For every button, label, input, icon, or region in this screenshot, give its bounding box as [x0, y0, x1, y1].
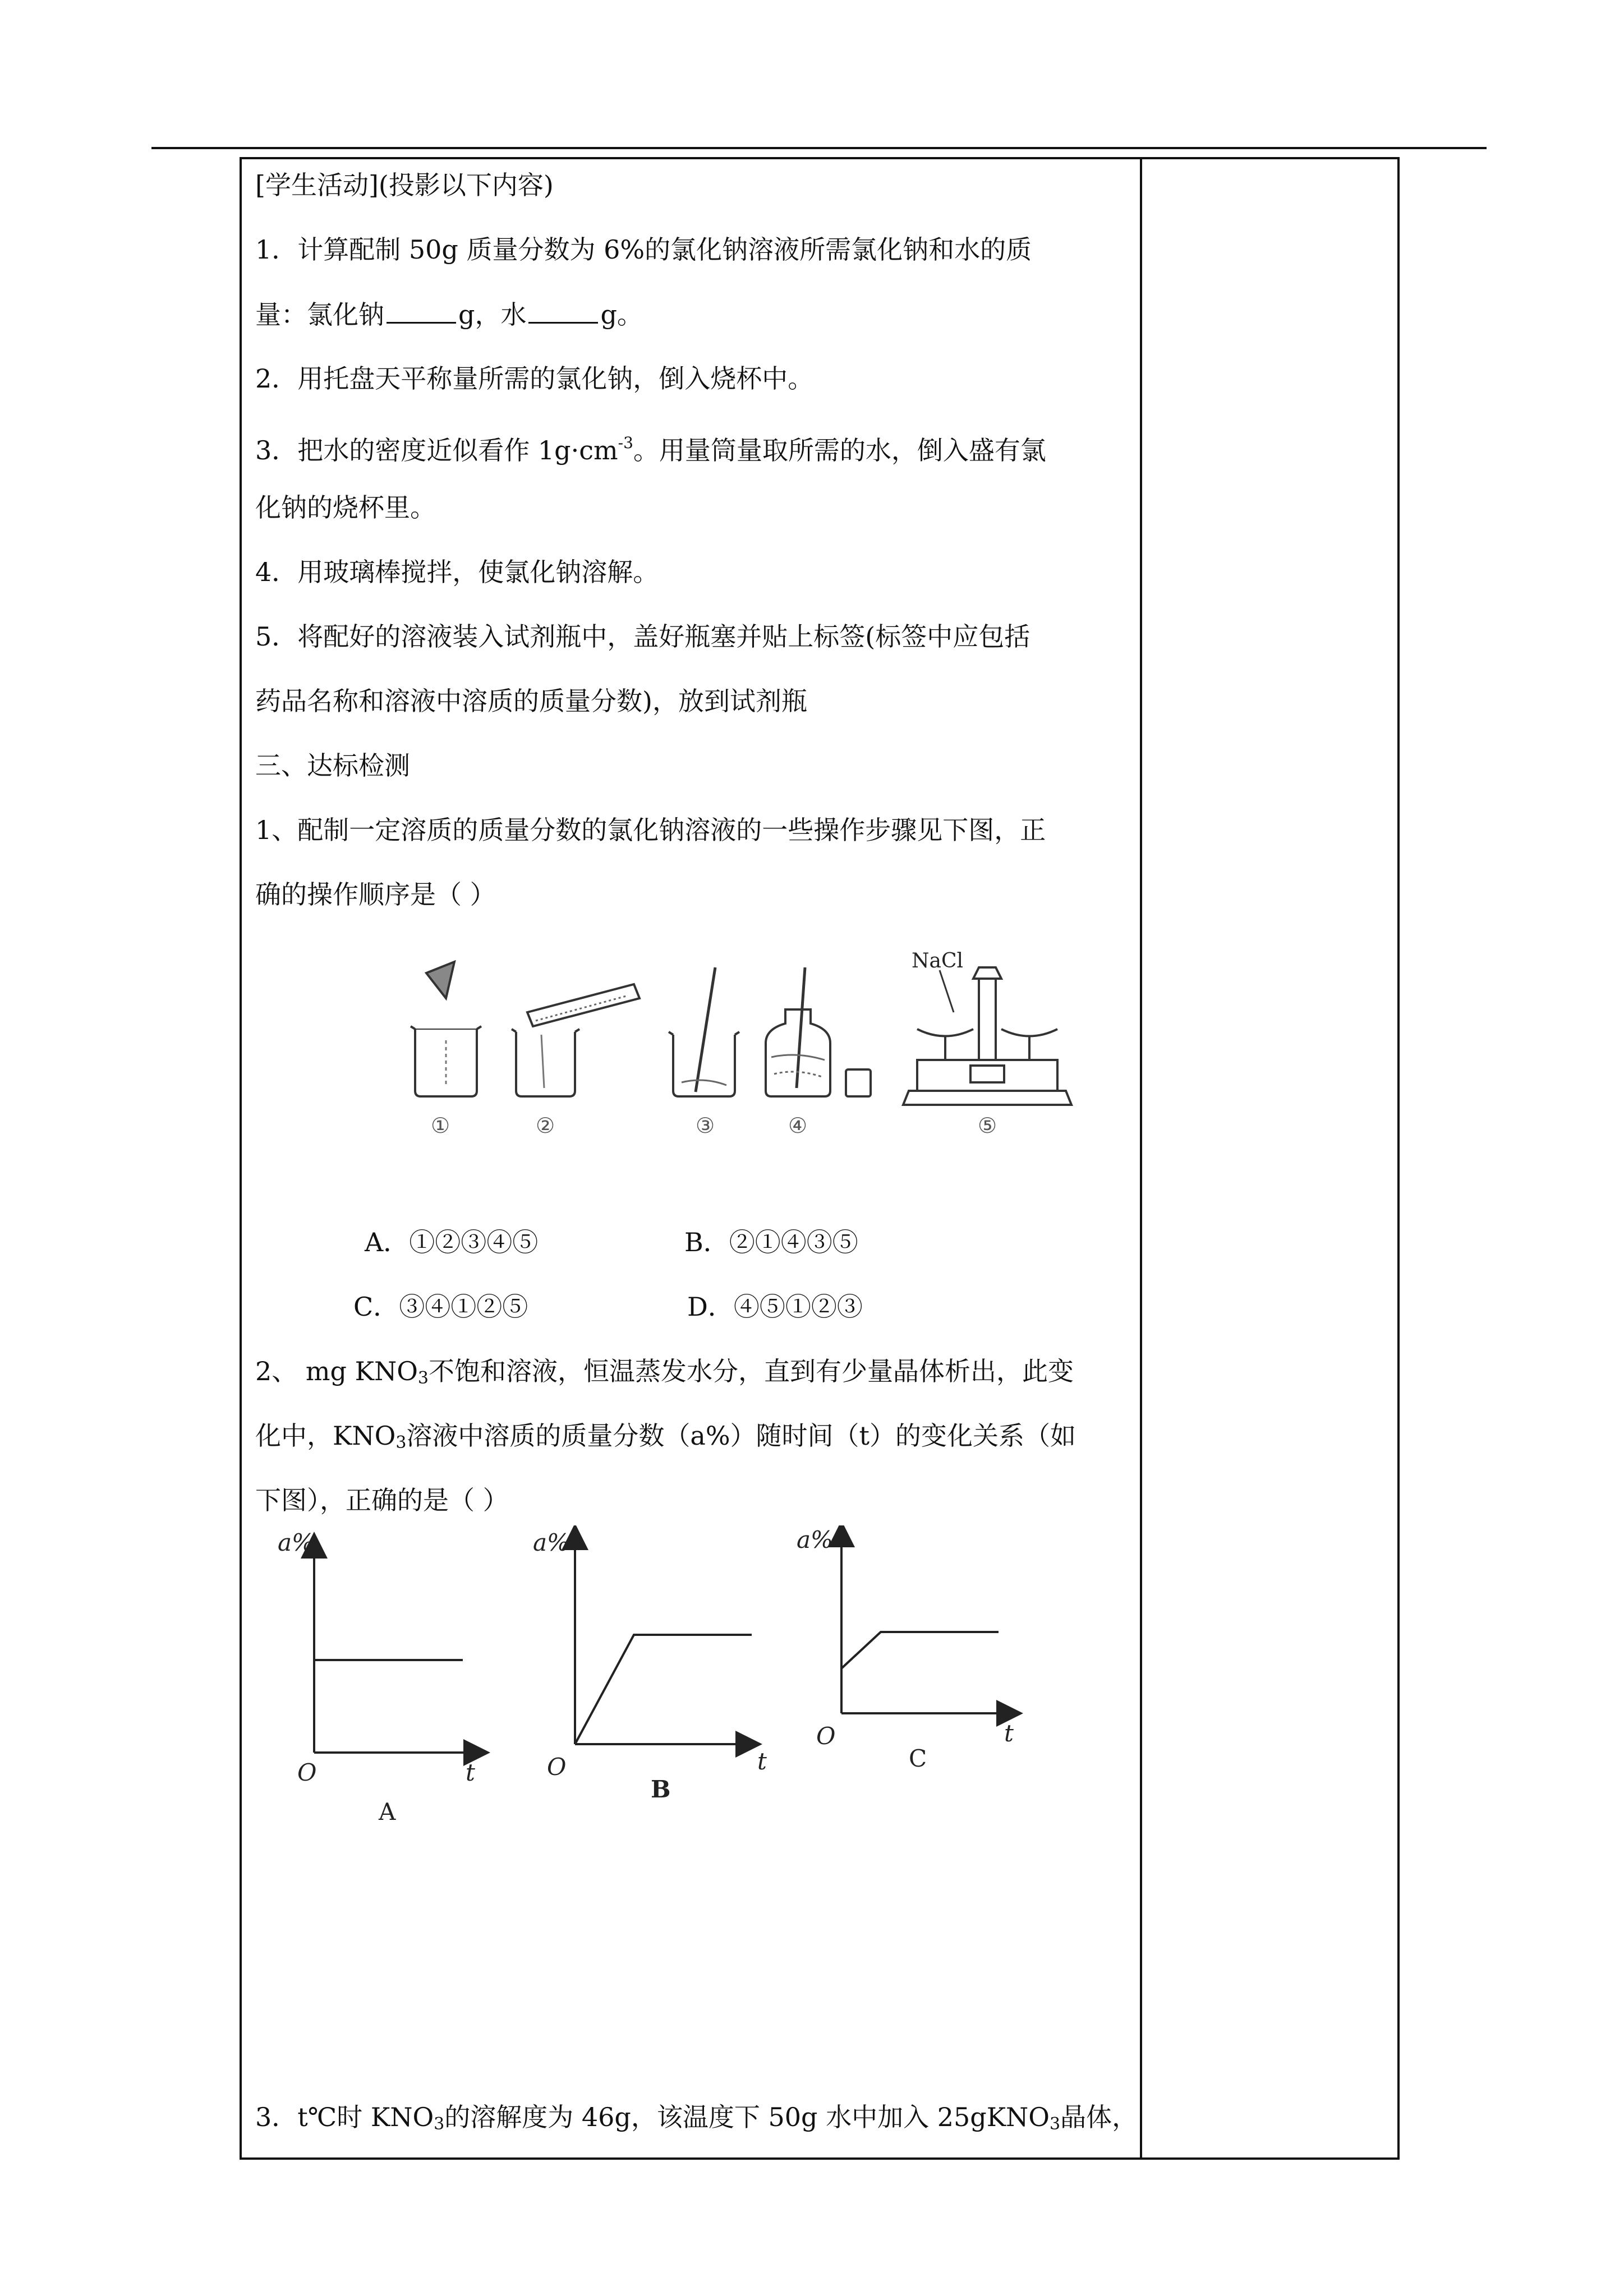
- figure-label-3: ③: [695, 1113, 715, 1136]
- q2-a-suffix: 不饱和溶液，恒温蒸发水分，直到有少量晶体析出，此变: [429, 1356, 1074, 1386]
- graph-c-name: C: [909, 1745, 927, 1772]
- step-3-a-prefix: 3．把水的密度近似看作 1g·cm: [255, 435, 618, 465]
- graph-b: [575, 1537, 752, 1744]
- q2-b-sub: 3: [395, 1433, 407, 1453]
- graph-a-x-label: t: [466, 1759, 475, 1786]
- step-4: 4．用玻璃棒搅拌，使氯化钠溶解。: [255, 557, 659, 587]
- step-3-line-b: 化钠的烧杯里。: [255, 492, 436, 523]
- nacl-label: NaCl: [912, 949, 964, 972]
- q1-option-a: A．①②③④⑤: [365, 1227, 539, 1257]
- graph-a: [314, 1545, 477, 1753]
- figure-label-5: ⑤: [977, 1113, 997, 1136]
- q1-line-a: 1、配制一定溶质的质量分数的氯化钠溶液的一些操作步骤见下图，正: [255, 815, 1046, 845]
- step-5-line-b: 药品名称和溶液中溶质的质量分数)，放到试剂瓶: [255, 686, 807, 716]
- q3-line: [255, 2100, 1138, 2141]
- q1-option-d: D．④⑤①②③: [687, 1292, 863, 1322]
- q2-b-suffix: 溶液中溶质的质量分数（a%）随时间（t）的变化关系（如: [406, 1421, 1076, 1451]
- step-1-line-b: [255, 297, 643, 331]
- q2-a-sub: 3: [417, 1368, 429, 1388]
- q2-line-a: [255, 1354, 1074, 1395]
- figure-label-4: ④: [788, 1113, 808, 1136]
- nacl-mass-blank: [387, 297, 456, 324]
- graph-c-origin: O: [816, 1722, 836, 1750]
- balance-icon: [903, 967, 1071, 1105]
- step-2: 2．用托盘天平称量所需的氯化钠，倒入烧杯中。: [255, 363, 814, 394]
- beaker-1-icon: [411, 962, 481, 1096]
- activity-header: [学生活动](投影以下内容): [255, 170, 554, 200]
- q3-suffix: 晶体，: [1060, 2102, 1138, 2132]
- graph-a-y-label: a%: [278, 1529, 314, 1556]
- step-1-b-unit2: g。: [600, 299, 643, 330]
- q2-graphs-figure: [264, 1525, 1049, 1828]
- step-3-a-sup: -3: [618, 434, 633, 452]
- graph-c-x-label: t: [1004, 1719, 1014, 1747]
- figure-label-1: ①: [430, 1113, 450, 1136]
- header-rule: [151, 147, 1487, 149]
- q3-sub1: 3: [434, 2114, 445, 2134]
- q2-line-b: [255, 1419, 1076, 1460]
- section-title: 三、达标检测: [255, 750, 410, 781]
- step-1-line-a: 1．计算配制 50g 质量分数为 6%的氯化钠溶液所需氯化钠和水的质: [255, 234, 1032, 265]
- graph-a-origin: O: [297, 1759, 317, 1786]
- graph-b-name: B: [651, 1776, 671, 1803]
- q2-b-prefix: 化中，KNO: [255, 1421, 396, 1451]
- water-mass-blank: [528, 297, 598, 324]
- q1-option-c: C．③④①②⑤: [353, 1292, 528, 1322]
- beaker-2-icon: [512, 984, 640, 1096]
- reagent-bottle-icon: [766, 967, 871, 1096]
- beaker-3-icon: [669, 967, 739, 1096]
- step-5-line-a: 5．将配好的溶液装入试剂瓶中，盖好瓶塞并贴上标签(标签中应包括: [255, 621, 1030, 652]
- q1-option-b: B．②①④③⑤: [684, 1227, 858, 1257]
- q3-prefix: 3．t℃时 KNO: [255, 2102, 434, 2132]
- table-column-divider: [1140, 157, 1142, 2160]
- graph-c-y-label: a%: [797, 1526, 833, 1553]
- step-1-b-prefix: 量：氯化钠: [255, 299, 384, 330]
- step-3-a-suffix: 。用量筒量取所需的水，倒入盛有氯: [633, 435, 1046, 465]
- figure-label-2: ②: [535, 1113, 555, 1136]
- q2-a-prefix: 2、 mg KNO: [255, 1356, 418, 1386]
- graph-b-origin: O: [547, 1753, 567, 1781]
- step-3-line-a: [255, 426, 1046, 467]
- graph-b-y-label: a%: [533, 1529, 569, 1556]
- q1-line-b: 确的操作顺序是（ ）: [255, 879, 496, 910]
- q3-mid: 的溶解度为 46g，该温度下 50g 水中加入 25gKNO: [444, 2102, 1050, 2132]
- graph-a-name: A: [379, 1798, 396, 1825]
- q3-sub2: 3: [1050, 2114, 1061, 2134]
- graph-c: [841, 1534, 1010, 1713]
- q2-line-c: 下图），正确的是（ ）: [255, 1485, 509, 1515]
- q1-apparatus-figure: [393, 945, 1099, 1136]
- graph-b-x-label: t: [757, 1748, 767, 1775]
- step-1-b-unit1: g，水: [458, 299, 527, 330]
